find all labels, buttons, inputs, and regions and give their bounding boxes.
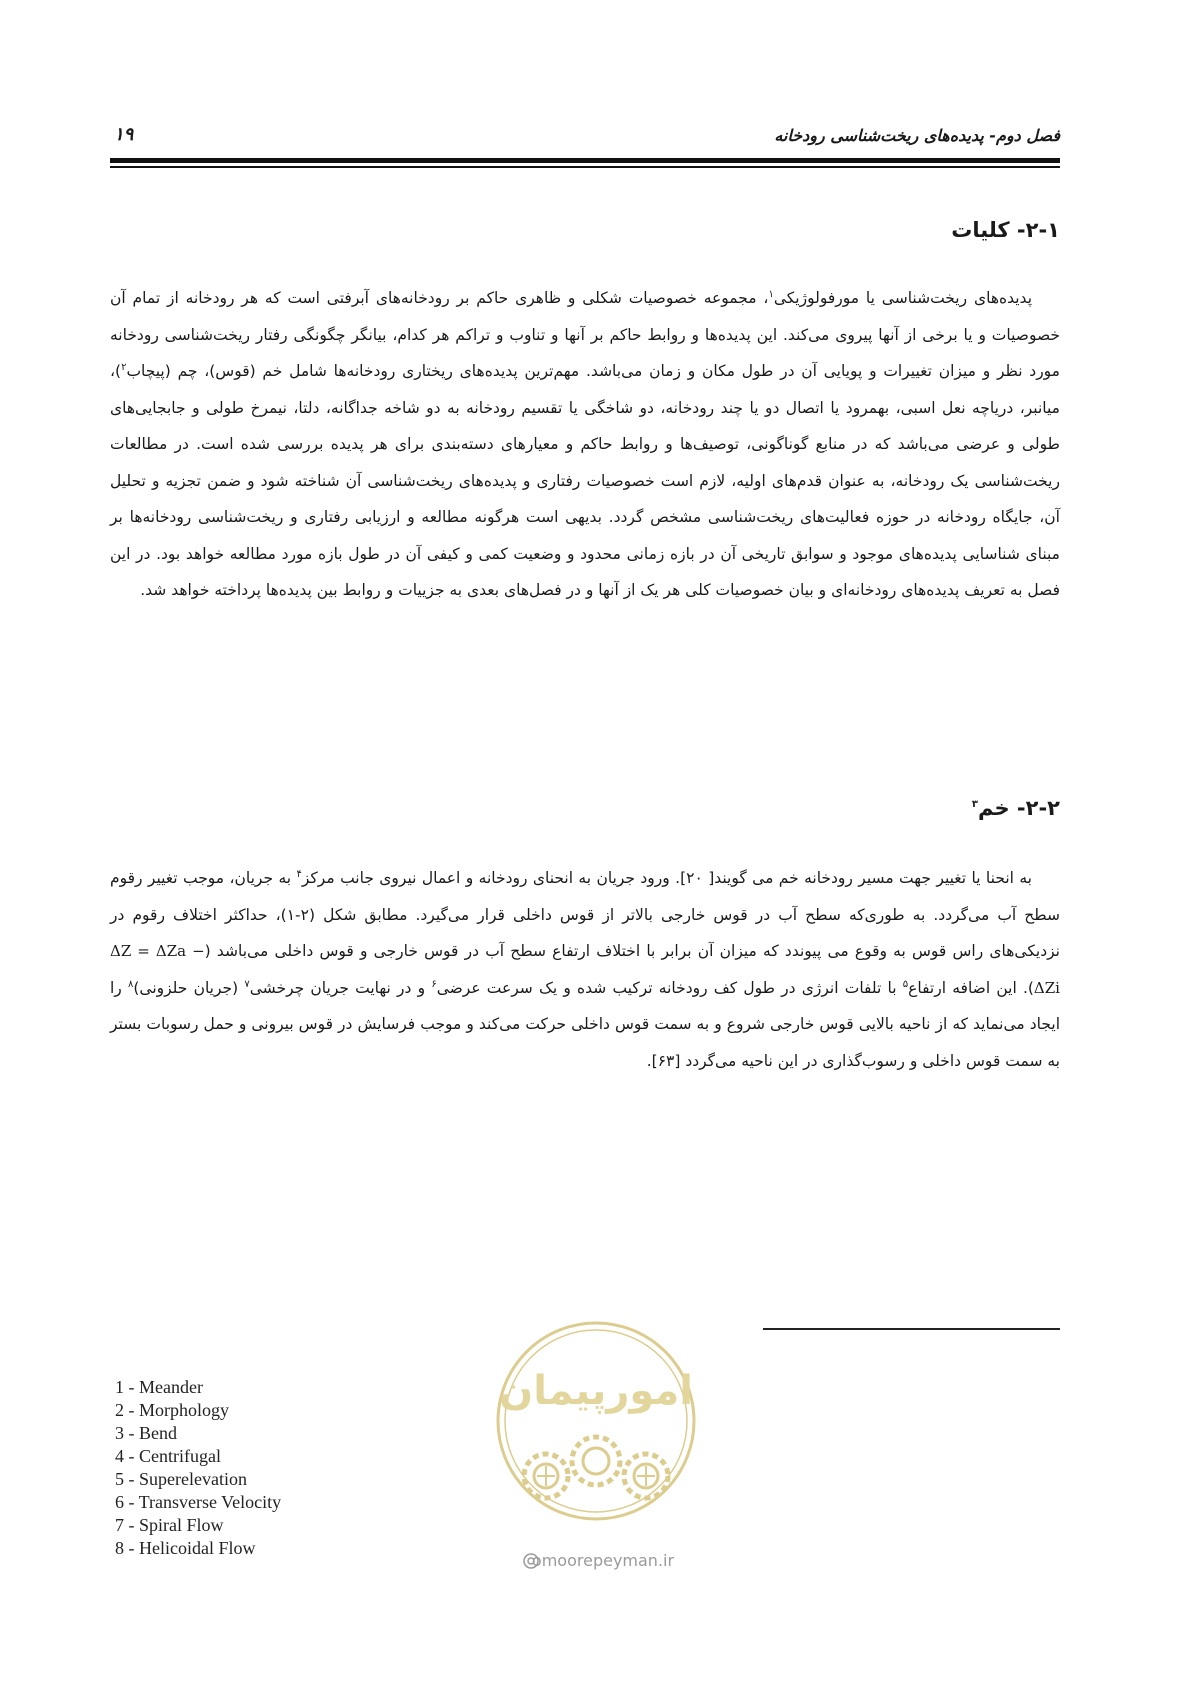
footnote-ref-2: ۲ (121, 361, 127, 373)
footnote-item: 5 - Superelevation (115, 1469, 247, 1489)
watermark-site: omoorepeyman.ir (531, 1551, 675, 1570)
footnote-item: 1 - Meander (115, 1377, 203, 1397)
paragraph-generalities: پدیده‌های ریخت‌شناسی یا مورفولوژیکی$^۱$، مجموعه خصوصیات شکلی و ظاهری حاکم بر رودخانه‌های آبرفتی است که هر رودخانه از تمام آن خصوصیات و یا برخی از آنها پیروی می‌کند. این پدیده‌ها و روابط حاکم بر آنها و تناوب و تراکم هر کدام، بیانگر چگونگی رفتار ریخت‌شناسی رودخانه مورد نظر و میزان تغییرات و پویایی آن در طول مکان و زمان می‌باشد. مهم‌ترین پدیده‌های ریختاری رودخانه‌ها شامل خم (قوس)، چم (پیچاب$^۲$)، میانبر، دریاچه نعل اسبی، بهمرود یا اتصال دو یا چند رودخانه، دو شاخگی یا تقسیم رودخانه به دو شاخه جداگانه، دلتا، نیمرخ طولی و جابجایی‌های طولی و عرضی می‌باشد که در منابع گوناگونی، توصیف‌ها و روابط حاکم و معیارهای دسته‌بندی برای هر پدیده بررسی شده است. در مطالعات ریخت‌شناسی یک رودخانه، به عنوان قدم‌های اولیه، لازم است خصوصیات رفتاری و پدیده‌های ریخت‌شناسی آن شناخته شود و ضمن تجزیه و تحلیل آن، جایگاه رودخانه در حوزه فعالیت‌های ریخت‌شناسی مشخص گردد. بدیهی است هرگونه مطالعه و ارزیابی رفتاری و ریخت‌شناسی رودخانه‌ها بر مبنای شناسایی پدیده‌های موجود و سوابق تاریخی آن در بازه زمانی محدود و وضعیت کمی و کیفی آن در طول بازه مورد مطالعه خواهد بود. در این فصل به تعریف پدیده‌های رودخانه‌ای و بیان خصوصیات کلی هر یک از آنها و در فصل‌های بعدی به جزییات و روابط بین پدیده‌ها پرداخته خواهد شد. (110, 288, 1060, 599)
section-heading-generalities: ۲-۱- کلیات (951, 218, 1060, 242)
footnote-ref-1: ۱ (768, 288, 774, 300)
footnote-ref-4: ۴ (296, 868, 302, 880)
footnote-ref-3: ۳ (971, 799, 978, 810)
section-heading-bend: ۲-۲- خم$^۳$ (971, 796, 1060, 820)
footnote-item: 8 - Helicoidal Flow (115, 1538, 256, 1558)
footnote-list (115, 1376, 281, 1560)
logo-seal-icon (498, 1323, 694, 1519)
logo-text: امورپیمان (499, 1368, 693, 1414)
footnote-ref-8: ۸ (127, 978, 134, 990)
watermark-logo (491, 1316, 701, 1606)
page-header (110, 122, 1060, 150)
footnote-item: 2 - Morphology (115, 1400, 229, 1420)
footnote-separator (763, 1328, 1060, 1330)
footnote-ref-7: ۷ (244, 978, 250, 990)
footnote-item: 3 - Bend (115, 1423, 177, 1443)
paragraph-bend: به انحنا یا تغییر جهت مسیر رودخانه خم می گویند[ ۲۰]. ورود جریان به انحنای رودخانه و اعمال نیروی جانب مرکز$^۴$ به جریان، موجب تغییر رقوم سطح آب می‌گردد. به طوری‌که سطح آب در قوس خارجی بالاتر از قوس داخلی قرار می‌گیرد. مطابق شکل (۲-۱)، حداکثر اختلاف رقوم در نزدیکی‌های راس قوس به وقوع می پیوندد که میزان آن برابر با اختلاف ارتفاع سطح آب در قوس خارجی و قوس داخلی می‌باشد (ΔZ = ΔZa − ΔZi). این اضافه ارتفاع$^۵$ با تلفات انرژی در طول کف رودخانه ترکیب شده و یک سرعت عرضی$^۶$ و در نهایت جریان چرخشی$^۷$ (جریان حلزونی)$^۸$ را ایجاد می‌نماید که از ناحیه بالایی قوس خارجی شروع و به سمت قوس داخلی حرکت می‌کند و موجب فرسایش در قوس بیرونی و حمل رسوبات بستر به سمت قوس داخلی و رسوب‌گذاری در این ناحیه می‌گردد [۶۳]. (110, 868, 1060, 1070)
footnote-item: 6 - Transverse Velocity (115, 1492, 282, 1512)
chapter-title: فصل دوم- پدیده‌های ریخت‌شناسی رودخانه (774, 126, 1060, 145)
header-rule-thick (110, 158, 1060, 163)
footnote-item: 7 - Spiral Flow (115, 1515, 224, 1535)
footnote-ref-5: ۵ (902, 978, 909, 990)
header-rule-thin (110, 166, 1060, 168)
equation-delta-z: ΔZ = ΔZa − ΔZi (110, 942, 1060, 997)
page-number: ۱۹ (114, 124, 134, 145)
footnote-item: 4 - Centrifugal (115, 1446, 221, 1466)
footnote-ref-6: ۶ (431, 978, 437, 990)
